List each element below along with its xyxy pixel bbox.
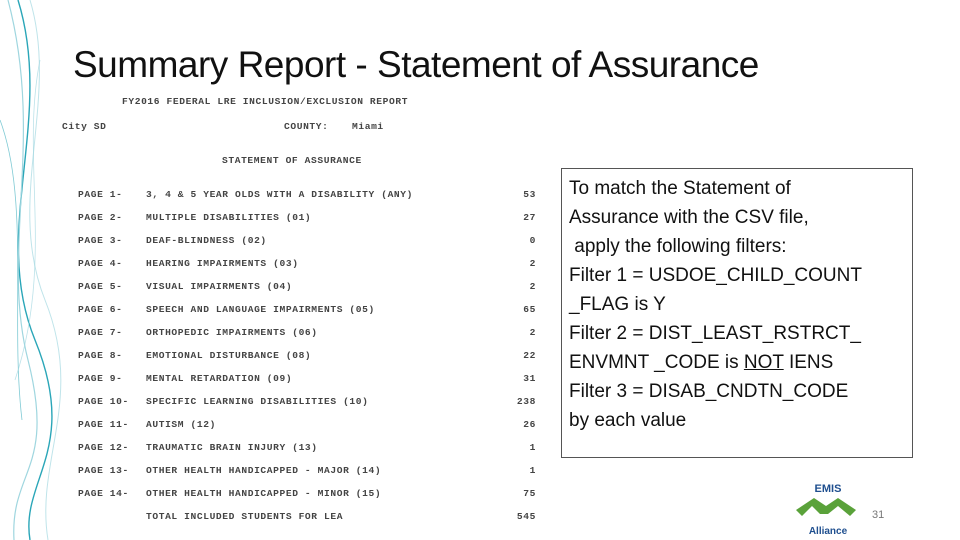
logo-top-text: EMIS [814, 483, 842, 495]
row-count: 2 [529, 258, 536, 269]
row-page: PAGE 4- [78, 258, 123, 269]
report-row [62, 189, 548, 203]
report-row [62, 304, 548, 318]
filter-instructions-box [561, 168, 913, 458]
row-description: EMOTIONAL DISTURBANCE (08) [146, 350, 312, 361]
report-row [62, 350, 548, 364]
emphasis-not: NOT [743, 352, 784, 373]
row-description: MULTIPLE DISABILITIES (01) [146, 212, 312, 223]
callout-line: apply the following filters: [569, 236, 787, 257]
row-description: VISUAL IMPAIRMENTS (04) [146, 281, 293, 292]
row-count: 0 [529, 235, 536, 246]
report-image [62, 94, 548, 534]
report-row [62, 465, 548, 479]
row-count: 2 [529, 281, 536, 292]
report-section-title: STATEMENT OF ASSURANCE [222, 155, 362, 166]
row-description: AUTISM (12) [146, 419, 216, 430]
row-page: PAGE 1- [78, 189, 123, 200]
row-page: PAGE 10- [78, 396, 129, 407]
callout-line: Filter 2 = DIST_LEAST_RSTRCT_ [569, 323, 861, 344]
callout-line: Filter 3 = DISAB_CNDTN_CODE [569, 381, 849, 402]
report-row [62, 281, 548, 295]
callout-text: IENS [783, 352, 834, 373]
report-row [62, 396, 548, 410]
row-description: 3, 4 & 5 YEAR OLDS WITH A DISABILITY (ANY) [146, 189, 414, 200]
row-page: PAGE 11- [78, 419, 129, 430]
row-count: 2 [529, 327, 536, 338]
row-page: PAGE 5- [78, 281, 123, 292]
row-description: DEAF-BLINDNESS (02) [146, 235, 267, 246]
row-description: SPECIFIC LEARNING DISABILITIES (10) [146, 396, 369, 407]
callout-text: ENVMNT _CODE is [569, 352, 744, 373]
row-count: 75 [523, 488, 536, 499]
row-count: 238 [516, 396, 536, 407]
callout-line: _FLAG is Y [569, 294, 666, 315]
report-row [62, 419, 548, 433]
callout-line [569, 348, 905, 377]
row-description: OTHER HEALTH HANDICAPPED - MINOR (15) [146, 488, 382, 499]
row-count: 22 [523, 350, 536, 361]
total-label: TOTAL INCLUDED STUDENTS FOR LEA [146, 511, 344, 522]
row-description: TRAUMATIC BRAIN INJURY (13) [146, 442, 318, 453]
report-row [62, 212, 548, 226]
row-page: PAGE 9- [78, 373, 123, 384]
row-page: PAGE 13- [78, 465, 129, 476]
logo-bottom-text: Alliance [808, 526, 848, 537]
report-row [62, 327, 548, 341]
decorative-curves [0, 0, 70, 540]
row-page: PAGE 8- [78, 350, 123, 361]
row-count: 27 [523, 212, 536, 223]
report-row [62, 373, 548, 387]
row-description: ORTHOPEDIC IMPAIRMENTS (06) [146, 327, 318, 338]
report-total-row [62, 511, 548, 525]
report-county-label: COUNTY: [284, 121, 329, 132]
report-heading: FY2016 FEDERAL LRE INCLUSION/EXCLUSION REPORT [122, 96, 409, 107]
row-description: OTHER HEALTH HANDICAPPED - MAJOR (14) [146, 465, 382, 476]
slide-title: Summary Report - Statement of Assurance [73, 44, 759, 85]
row-count: 31 [523, 373, 536, 384]
report-row [62, 488, 548, 502]
report-row [62, 258, 548, 272]
row-page: PAGE 3- [78, 235, 123, 246]
row-page: PAGE 14- [78, 488, 129, 499]
row-description: MENTAL RETARDATION (09) [146, 373, 293, 384]
callout-line: To match the Statement of [569, 178, 791, 199]
row-count: 1 [529, 442, 536, 453]
row-count: 65 [523, 304, 536, 315]
report-row [62, 442, 548, 456]
total-count: 545 [516, 511, 536, 522]
row-page: PAGE 12- [78, 442, 129, 453]
report-county-value: Miami [352, 121, 384, 132]
row-count: 26 [523, 419, 536, 430]
row-page: PAGE 7- [78, 327, 123, 338]
row-count: 1 [529, 465, 536, 476]
row-page: PAGE 6- [78, 304, 123, 315]
slide-number: 31 [872, 509, 885, 521]
row-page: PAGE 2- [78, 212, 123, 223]
handshake-icon [796, 498, 856, 516]
row-description: HEARING IMPAIRMENTS (03) [146, 258, 299, 269]
callout-line: Assurance with the CSV file, [569, 207, 809, 228]
report-district: City SD [62, 121, 107, 132]
report-row [62, 235, 548, 249]
row-description: SPEECH AND LANGUAGE IMPAIRMENTS (05) [146, 304, 375, 315]
emis-alliance-logo [790, 480, 862, 538]
callout-line: Filter 1 = USDOE_CHILD_COUNT [569, 265, 862, 286]
callout-line: by each value [569, 410, 687, 431]
row-count: 53 [523, 189, 536, 200]
